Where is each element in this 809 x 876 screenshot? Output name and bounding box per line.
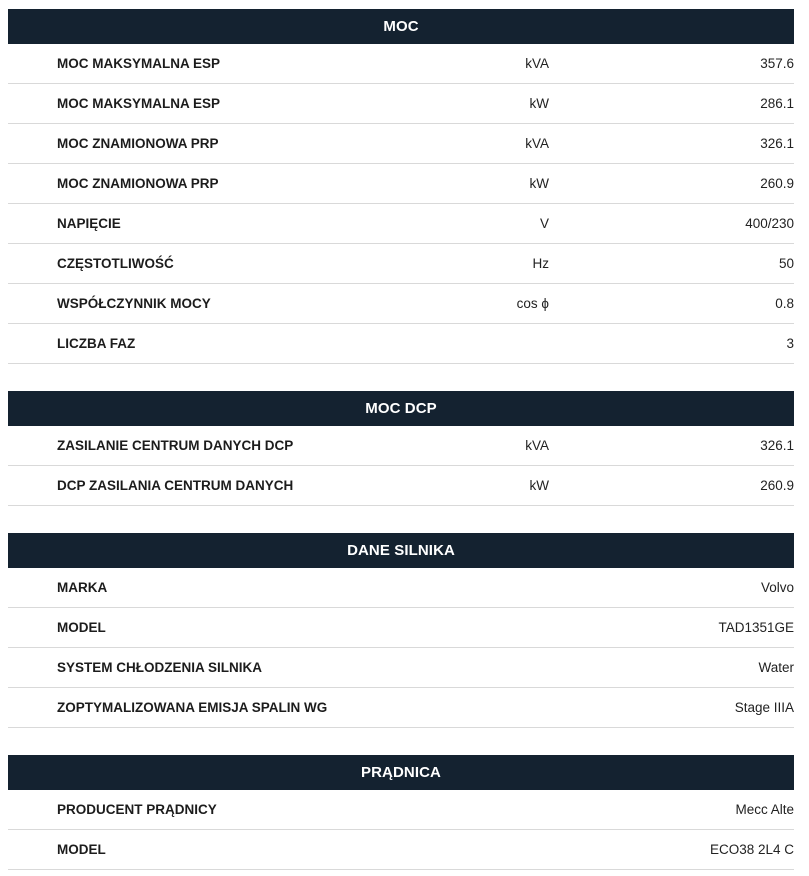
table-row	[8, 164, 794, 204]
row-label: MOC ZNAMIONOWA PRP	[57, 176, 219, 191]
row-value: Mecc Alte	[735, 802, 794, 817]
table-row	[8, 568, 794, 608]
row-label: MOC ZNAMIONOWA PRP	[57, 136, 219, 151]
row-label: LICZBA FAZ	[57, 336, 136, 351]
row-label: PRODUCENT PRĄDNICY	[57, 802, 217, 817]
spec-page	[8, 9, 794, 870]
table-row	[8, 44, 794, 84]
row-value: 3	[786, 336, 794, 351]
table-row	[8, 284, 794, 324]
row-value: Water	[758, 660, 794, 675]
row-value: 357.6	[760, 56, 794, 71]
row-label: MARKA	[57, 580, 108, 595]
row-label: MOC MAKSYMALNA ESP	[57, 56, 221, 71]
row-value: ECO38 2L4 C	[709, 842, 794, 857]
row-label: WSPÓŁCZYNNIK MOCY	[57, 296, 211, 311]
row-label: MODEL	[57, 620, 106, 635]
table-row	[8, 324, 794, 364]
row-value: Volvo	[760, 580, 794, 595]
row-value: 260.9	[760, 176, 794, 191]
table-row	[8, 244, 794, 284]
row-label: SYSTEM CHŁODZENIA SILNIKA	[57, 660, 263, 675]
section-spacer	[8, 364, 794, 391]
row-unit: kVA	[525, 136, 549, 151]
row-value: TAD1351GE	[718, 620, 794, 635]
table-row	[8, 790, 794, 830]
row-label: NAPIĘCIE	[57, 216, 121, 231]
row-value: Stage IIIA	[734, 700, 794, 715]
section-dane-silnika	[8, 533, 794, 728]
row-label: ZASILANIE CENTRUM DANYCH DCP	[57, 438, 294, 453]
row-value: 326.1	[760, 136, 794, 151]
row-value: 0.8	[775, 296, 794, 311]
section-header: DANE SILNIKA	[8, 533, 794, 568]
row-unit: cos ϕ	[516, 296, 549, 311]
section-spacer	[8, 506, 794, 533]
table-row	[8, 426, 794, 466]
table-row	[8, 124, 794, 164]
row-value: 400/230	[745, 216, 794, 231]
row-unit: kVA	[525, 56, 549, 71]
section-header: MOC	[8, 9, 794, 44]
row-unit: kVA	[525, 438, 549, 453]
row-unit: kW	[529, 176, 549, 191]
table-row	[8, 608, 794, 648]
table-row	[8, 84, 794, 124]
section-moc	[8, 9, 794, 364]
row-value: 326.1	[760, 438, 794, 453]
table-row	[8, 830, 794, 870]
section-spacer	[8, 728, 794, 755]
row-label: CZĘSTOTLIWOŚĆ	[57, 256, 174, 271]
row-value: 260.9	[760, 478, 794, 493]
row-label: ZOPTYMALIZOWANA EMISJA SPALIN WG	[57, 700, 328, 715]
section-header: MOC DCP	[8, 391, 794, 426]
row-label: DCP ZASILANIA CENTRUM DANYCH	[57, 478, 294, 493]
row-label: MOC MAKSYMALNA ESP	[57, 96, 221, 111]
row-unit: kW	[529, 478, 549, 493]
section-header: PRĄDNICA	[8, 755, 794, 790]
section-pradnica	[8, 755, 794, 870]
row-unit: Hz	[532, 256, 549, 271]
row-label: MODEL	[57, 842, 106, 857]
table-row	[8, 204, 794, 244]
table-row	[8, 648, 794, 688]
row-value: 286.1	[760, 96, 794, 111]
row-unit: V	[539, 216, 549, 231]
row-value: 50	[778, 256, 794, 271]
table-row	[8, 688, 794, 728]
row-unit: kW	[529, 96, 549, 111]
table-row	[8, 466, 794, 506]
section-moc-dcp	[8, 391, 794, 506]
